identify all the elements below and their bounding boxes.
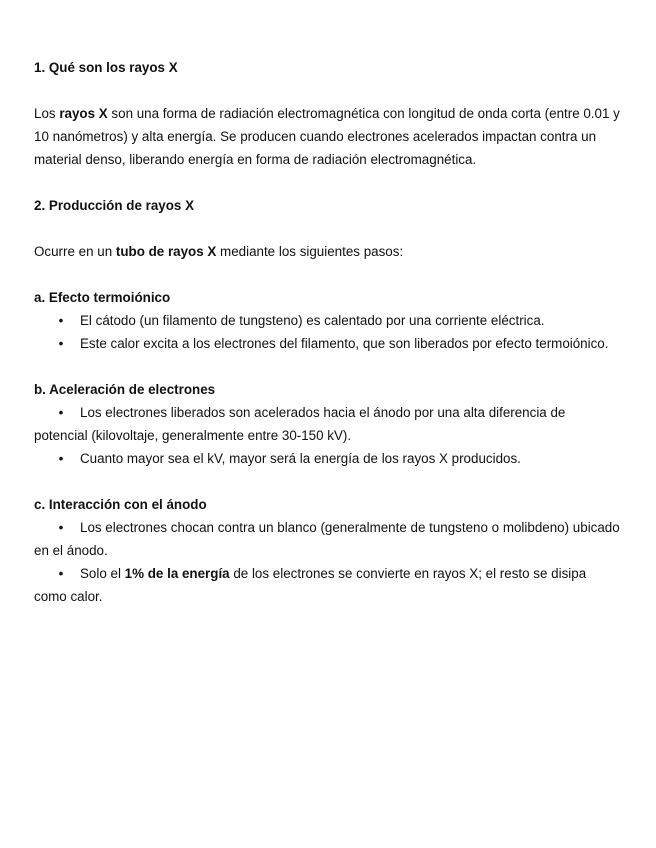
para-text: Los bbox=[34, 106, 60, 121]
para-text: mediante los siguientes pasos: bbox=[216, 244, 404, 259]
bullet-icon: • bbox=[58, 451, 64, 466]
list-item bbox=[34, 516, 622, 562]
para-bold-term: rayos X bbox=[59, 106, 108, 121]
section-heading-que-son: 1. Qué son los rayos X bbox=[34, 60, 178, 75]
bullet-icon: • bbox=[58, 336, 64, 351]
para-text: son una forma de radiación electromagnética con longitud de onda corta (entre 0.01 y 10 nanómetros) y alta energía. Se producen cuando electrones acelerados impactan contra un material denso, liberando energía en forma de radiación electromagnética. bbox=[34, 106, 620, 167]
para-text: Ocurre en un bbox=[34, 244, 116, 259]
subsection-heading-aceleracion: b. Aceleración de electrones bbox=[34, 382, 216, 397]
section-paragraph-que-son bbox=[34, 102, 622, 171]
bullet-icon: • bbox=[58, 313, 64, 328]
list-item-text: Los electrones chocan contra un blanco (generalmente de tungsteno o molibdeno) ubicado en el ánodo. bbox=[34, 520, 620, 558]
list-item bbox=[34, 401, 622, 447]
subsection-heading-interaccion: c. Interacción con el ánodo bbox=[34, 497, 207, 512]
list-item bbox=[34, 447, 622, 470]
list-item-text: de los electrones se convierte en rayos X; el resto se disipa como calor. bbox=[34, 566, 587, 604]
list-item bbox=[34, 332, 622, 355]
list-item-text: Cuanto mayor sea el kV, mayor será la energía de los rayos X producidos. bbox=[80, 451, 521, 466]
list-item bbox=[34, 562, 622, 608]
bullet-icon: • bbox=[58, 405, 64, 420]
list-item-text: El cátodo (un filamento de tungsteno) es calentado por una corriente eléctrica. bbox=[80, 313, 545, 328]
section-paragraph-produccion bbox=[34, 240, 622, 263]
list-item-text: Los electrones liberados son acelerados hacia el ánodo por una alta diferencia de potencial (kilovoltaje, generalmente entre 30-150 kV). bbox=[34, 405, 566, 443]
list-item bbox=[34, 309, 622, 332]
subsection-heading-termoionico: a. Efecto termoiónico bbox=[34, 290, 171, 305]
section-heading-produccion: 2. Producción de rayos X bbox=[34, 198, 194, 213]
bullet-icon: • bbox=[58, 520, 64, 535]
bullet-icon: • bbox=[58, 566, 64, 581]
list-item-bold-term: 1% de la energía bbox=[124, 566, 230, 581]
list-item-text: Solo el bbox=[80, 566, 125, 581]
list-item-text: Este calor excita a los electrones del filamento, que son liberados por efecto termoiónico. bbox=[80, 336, 609, 351]
para-bold-term: tubo de rayos X bbox=[115, 244, 217, 259]
